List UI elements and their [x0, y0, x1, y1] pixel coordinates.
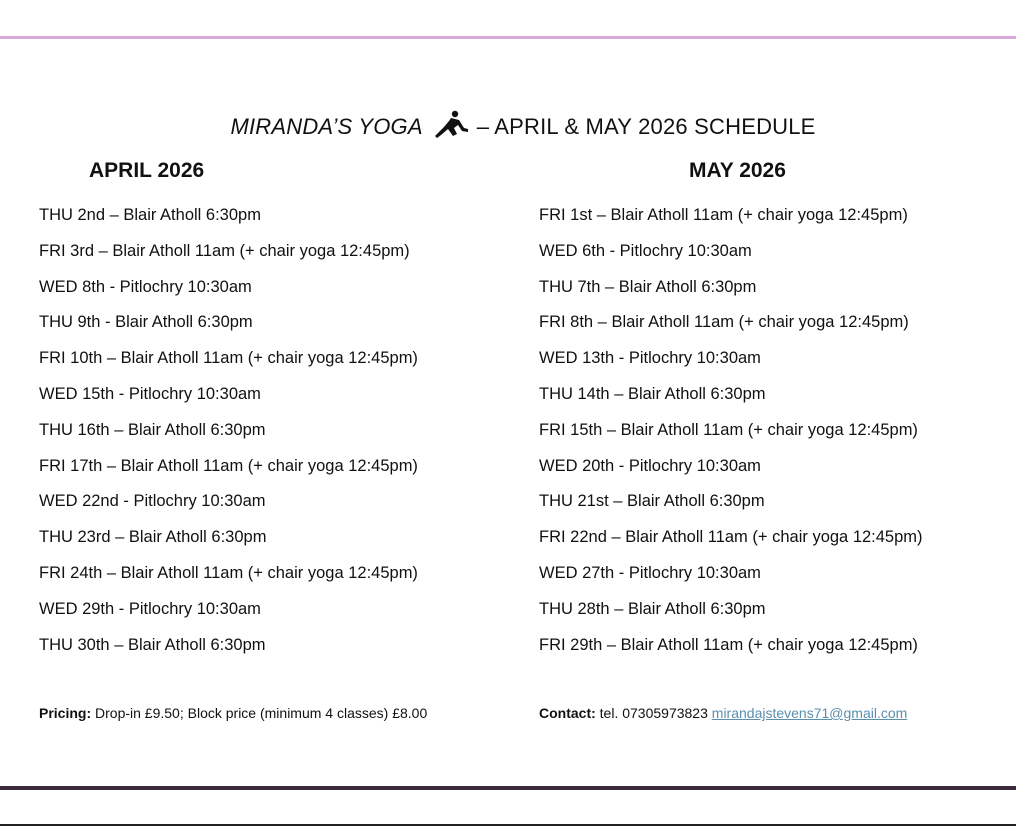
page-title	[0, 110, 1016, 140]
list-item: THU 9th - Blair Atholl 6:30pm	[39, 313, 253, 332]
pricing-label: Pricing:	[39, 705, 92, 721]
list-item: FRI 8th – Blair Atholl 11am (+ chair yoga 12:45pm)	[539, 313, 909, 332]
list-item: WED 20th - Pitlochry 10:30am	[539, 456, 761, 475]
list-item: FRI 22nd – Blair Atholl 11am (+ chair yoga 12:45pm)	[539, 528, 923, 547]
list-item: THU 7th – Blair Atholl 6:30pm	[539, 277, 757, 296]
contact-note	[539, 705, 907, 721]
list-item: FRI 15th – Blair Atholl 11am (+ chair yoga 12:45pm)	[539, 420, 918, 439]
list-item: WED 15th - Pitlochry 10:30am	[39, 384, 261, 403]
list-item: WED 13th - Pitlochry 10:30am	[539, 349, 761, 368]
list-item: FRI 10th – Blair Atholl 11am (+ chair yoga 12:45pm)	[39, 349, 418, 368]
list-item: THU 28th – Blair Atholl 6:30pm	[539, 599, 766, 618]
list-item: FRI 24th – Blair Atholl 11am (+ chair yoga 12:45pm)	[39, 563, 418, 582]
list-item: WED 6th - Pitlochry 10:30am	[539, 241, 752, 260]
contact-phone: tel. 07305973823	[595, 705, 712, 721]
bottom-divider	[0, 786, 1016, 790]
yoga-pose-icon	[433, 110, 471, 140]
list-item: THU 30th – Blair Atholl 6:30pm	[39, 635, 266, 654]
list-item: WED 22nd - Pitlochry 10:30am	[39, 492, 266, 511]
list-item: WED 29th - Pitlochry 10:30am	[39, 599, 261, 618]
list-item: THU 2nd – Blair Atholl 6:30pm	[39, 206, 261, 224]
title-suffix: – APRIL & MAY 2026 SCHEDULE	[476, 114, 816, 139]
may-heading: MAY 2026	[689, 159, 786, 182]
list-item: THU 21st – Blair Atholl 6:30pm	[539, 492, 765, 511]
top-divider	[0, 36, 1016, 39]
email-link[interactable]: mirandajstevens71@gmail.com	[711, 705, 908, 721]
april-heading: APRIL 2026	[89, 159, 205, 182]
list-item: THU 23rd – Blair Atholl 6:30pm	[39, 528, 267, 547]
list-item: WED 8th - Pitlochry 10:30am	[39, 277, 252, 296]
list-item: FRI 29th – Blair Atholl 11am (+ chair yoga 12:45pm)	[539, 635, 918, 654]
list-item: THU 16th – Blair Atholl 6:30pm	[39, 420, 266, 439]
list-item: FRI 1st – Blair Atholl 11am (+ chair yoga 12:45pm)	[539, 206, 908, 224]
april-schedule-list	[39, 202, 418, 667]
may-schedule-list	[539, 202, 923, 667]
pricing-note	[39, 705, 427, 721]
contact-label: Contact:	[539, 705, 596, 721]
title-brand: MIRANDA’S YOGA	[230, 114, 423, 139]
list-item: FRI 17th – Blair Atholl 11am (+ chair yoga 12:45pm)	[39, 456, 418, 475]
pricing-text: Drop-in £9.50; Block price (minimum 4 classes) £8.00	[91, 705, 428, 721]
list-item: WED 27th - Pitlochry 10:30am	[539, 563, 761, 582]
list-item: THU 14th – Blair Atholl 6:30pm	[539, 384, 766, 403]
list-item: FRI 3rd – Blair Atholl 11am (+ chair yoga 12:45pm)	[39, 241, 410, 260]
